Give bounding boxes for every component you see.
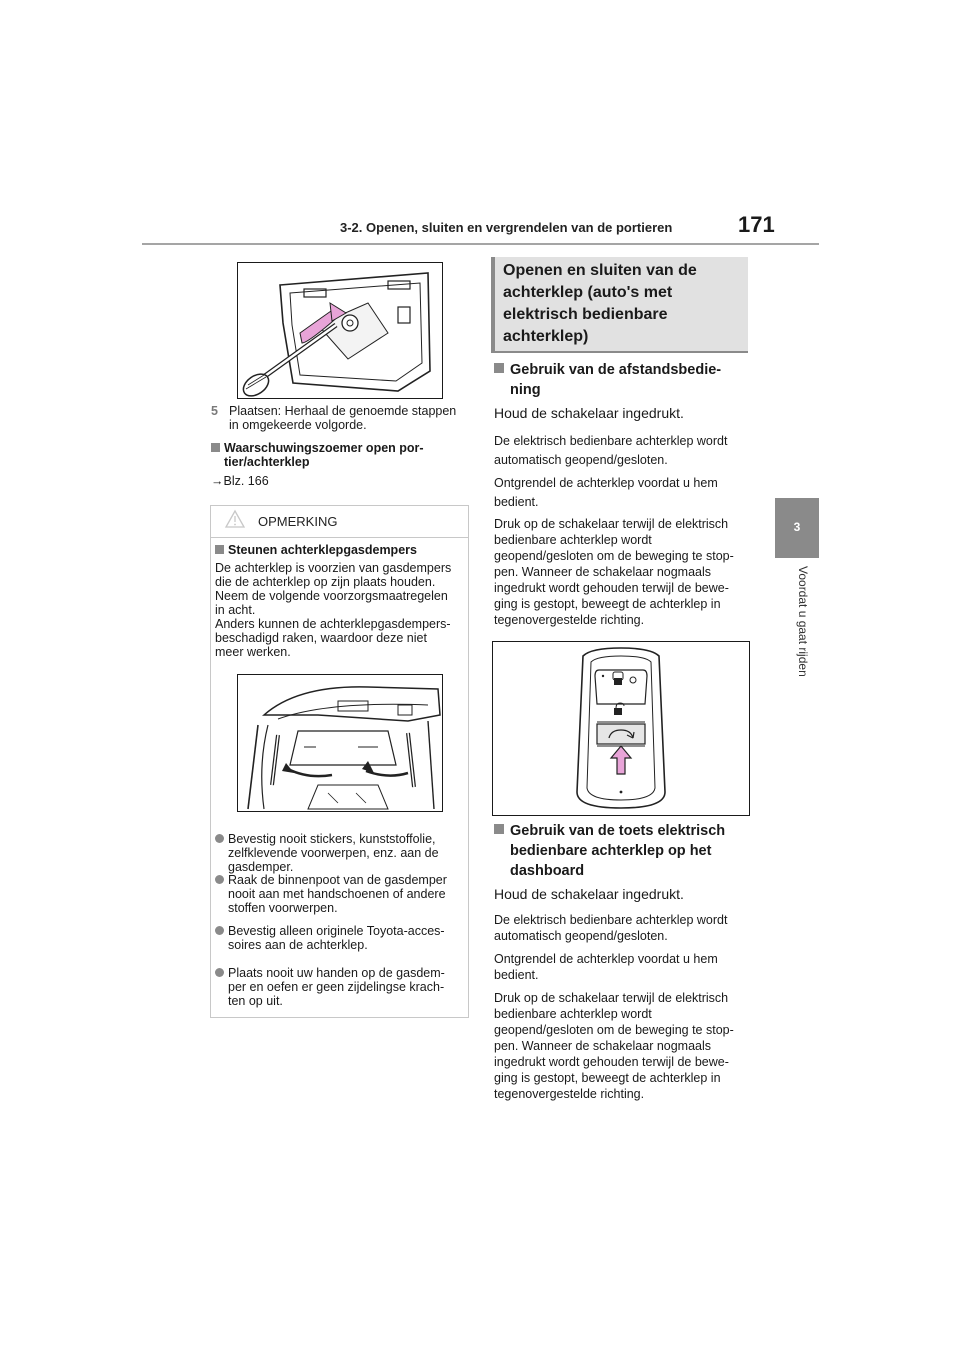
page-reference: →Blz. 166 (211, 474, 269, 488)
remote-paragraph-2: Ontgrendel de achterklep voordat u hem bedient. (494, 476, 718, 509)
square-bullet-icon (215, 545, 224, 554)
figure-key-fob (492, 641, 750, 816)
note-bullet-1: Bevestig nooit stickers, kunststoffolie, zelfklevende voorwerpen, enz. aan de gasdemper. (215, 832, 463, 874)
square-bullet-icon (494, 363, 504, 373)
bullet-dot-icon (215, 926, 224, 935)
header-section-title: 3-2. Openen, sluiten en vergrendelen van de portieren (340, 220, 673, 235)
caution-triangle-icon (224, 509, 246, 529)
remote-subhead: Gebruik van de afstandsbedie- ning (494, 360, 754, 400)
square-bullet-icon (494, 824, 504, 834)
dashboard-instruction: Houd de schakelaar ingedrukt. (494, 886, 684, 902)
note-bullet-4: Plaats nooit uw handen op de gasdem- per en oefen er geen zijdelingse krach- ten op uit. (215, 966, 463, 1008)
note-subhead: Steunen achterklepgasdempers (215, 543, 465, 557)
dashboard-paragraph-2: Ontgrendel de achterklep voordat u hem bedient. (494, 952, 718, 982)
dashboard-paragraph-1: De elektrisch bedienbare achterklep wordt automatisch geopend/gesloten. (494, 913, 728, 943)
buzzer-subhead: Waarschuwingszoemer open por- tier/achterklep (211, 441, 469, 469)
gas-dampers-illustration (238, 675, 442, 811)
section-heading-rule (491, 351, 748, 353)
bullet-dot-icon (215, 875, 224, 884)
note-divider (210, 537, 469, 538)
square-bullet-icon (211, 443, 220, 452)
step-text: Plaatsen: Herhaal de genoemde stappen in omgekeerde volgorde. (229, 404, 457, 432)
bullet-dot-icon (215, 968, 224, 977)
remote-paragraph-1: De elektrisch bedienbare achterklep wordt automatisch geopend/gesloten. (494, 434, 728, 467)
dashboard-subhead: Gebruik van de toets elektrisch bedienbare achterklep op het dashboard (494, 821, 754, 881)
chapter-number: 3 (793, 520, 801, 534)
remote-instruction: Houd de schakelaar ingedrukt. (494, 405, 684, 421)
note-bullet-3: Bevestig alleen originele Toyota-acces- soires aan de achterklep. (215, 924, 463, 952)
page-number: 171 (738, 212, 775, 237)
section-heading: Openen en sluiten van de achterklep (auto's met elektrisch bedienbare achterklep) (503, 262, 697, 345)
bullet-dot-icon (215, 834, 224, 843)
step-5 (211, 404, 469, 432)
figure-trim-removal (237, 262, 443, 399)
trim-removal-illustration (238, 263, 442, 398)
key-fob-illustration (493, 642, 749, 815)
chapter-label: Voordat u gaat rijden (796, 566, 810, 677)
remote-paragraph-3: Druk op de schakelaar terwijl de elektrisch bedienbare achterklep wordt geopend/gesloten om de beweging te stop- pen. Wanneer de schakelaar nogmaals ingedrukt wordt gehouden terwijl de bewe- ging is gestopt, beweegt de achterklep in tegenovergestelde richting. (494, 517, 734, 627)
dashboard-paragraph-3: Druk op de schakelaar terwijl de elektrisch bedienbare achterklep wordt geopend/gesloten om de beweging te stop- pen. Wanneer de schakelaar nogmaals ingedrukt wordt gehouden terwijl de bewe- ging is gestopt, beweegt de achterklep in tegenovergestelde richting. (494, 991, 734, 1101)
header-rule (142, 243, 819, 245)
note-title: OPMERKING (258, 514, 338, 529)
note-paragraph: De achterklep is voorzien van gasdempers die de achterklep op zijn plaats houden. Neem de volgende voorzorgsmaatregelen in acht. Anders kunnen de achterklepgasdempers- beschadigd raken, waardoor deze niet meer werken. (215, 561, 452, 659)
note-bullet-2: Raak de binnenpoot van de gasdemper nooit aan met handschoenen of andere stoffen voorwerpen. (215, 873, 463, 915)
step-number: 5 (211, 404, 218, 418)
figure-gas-dampers (237, 674, 443, 812)
